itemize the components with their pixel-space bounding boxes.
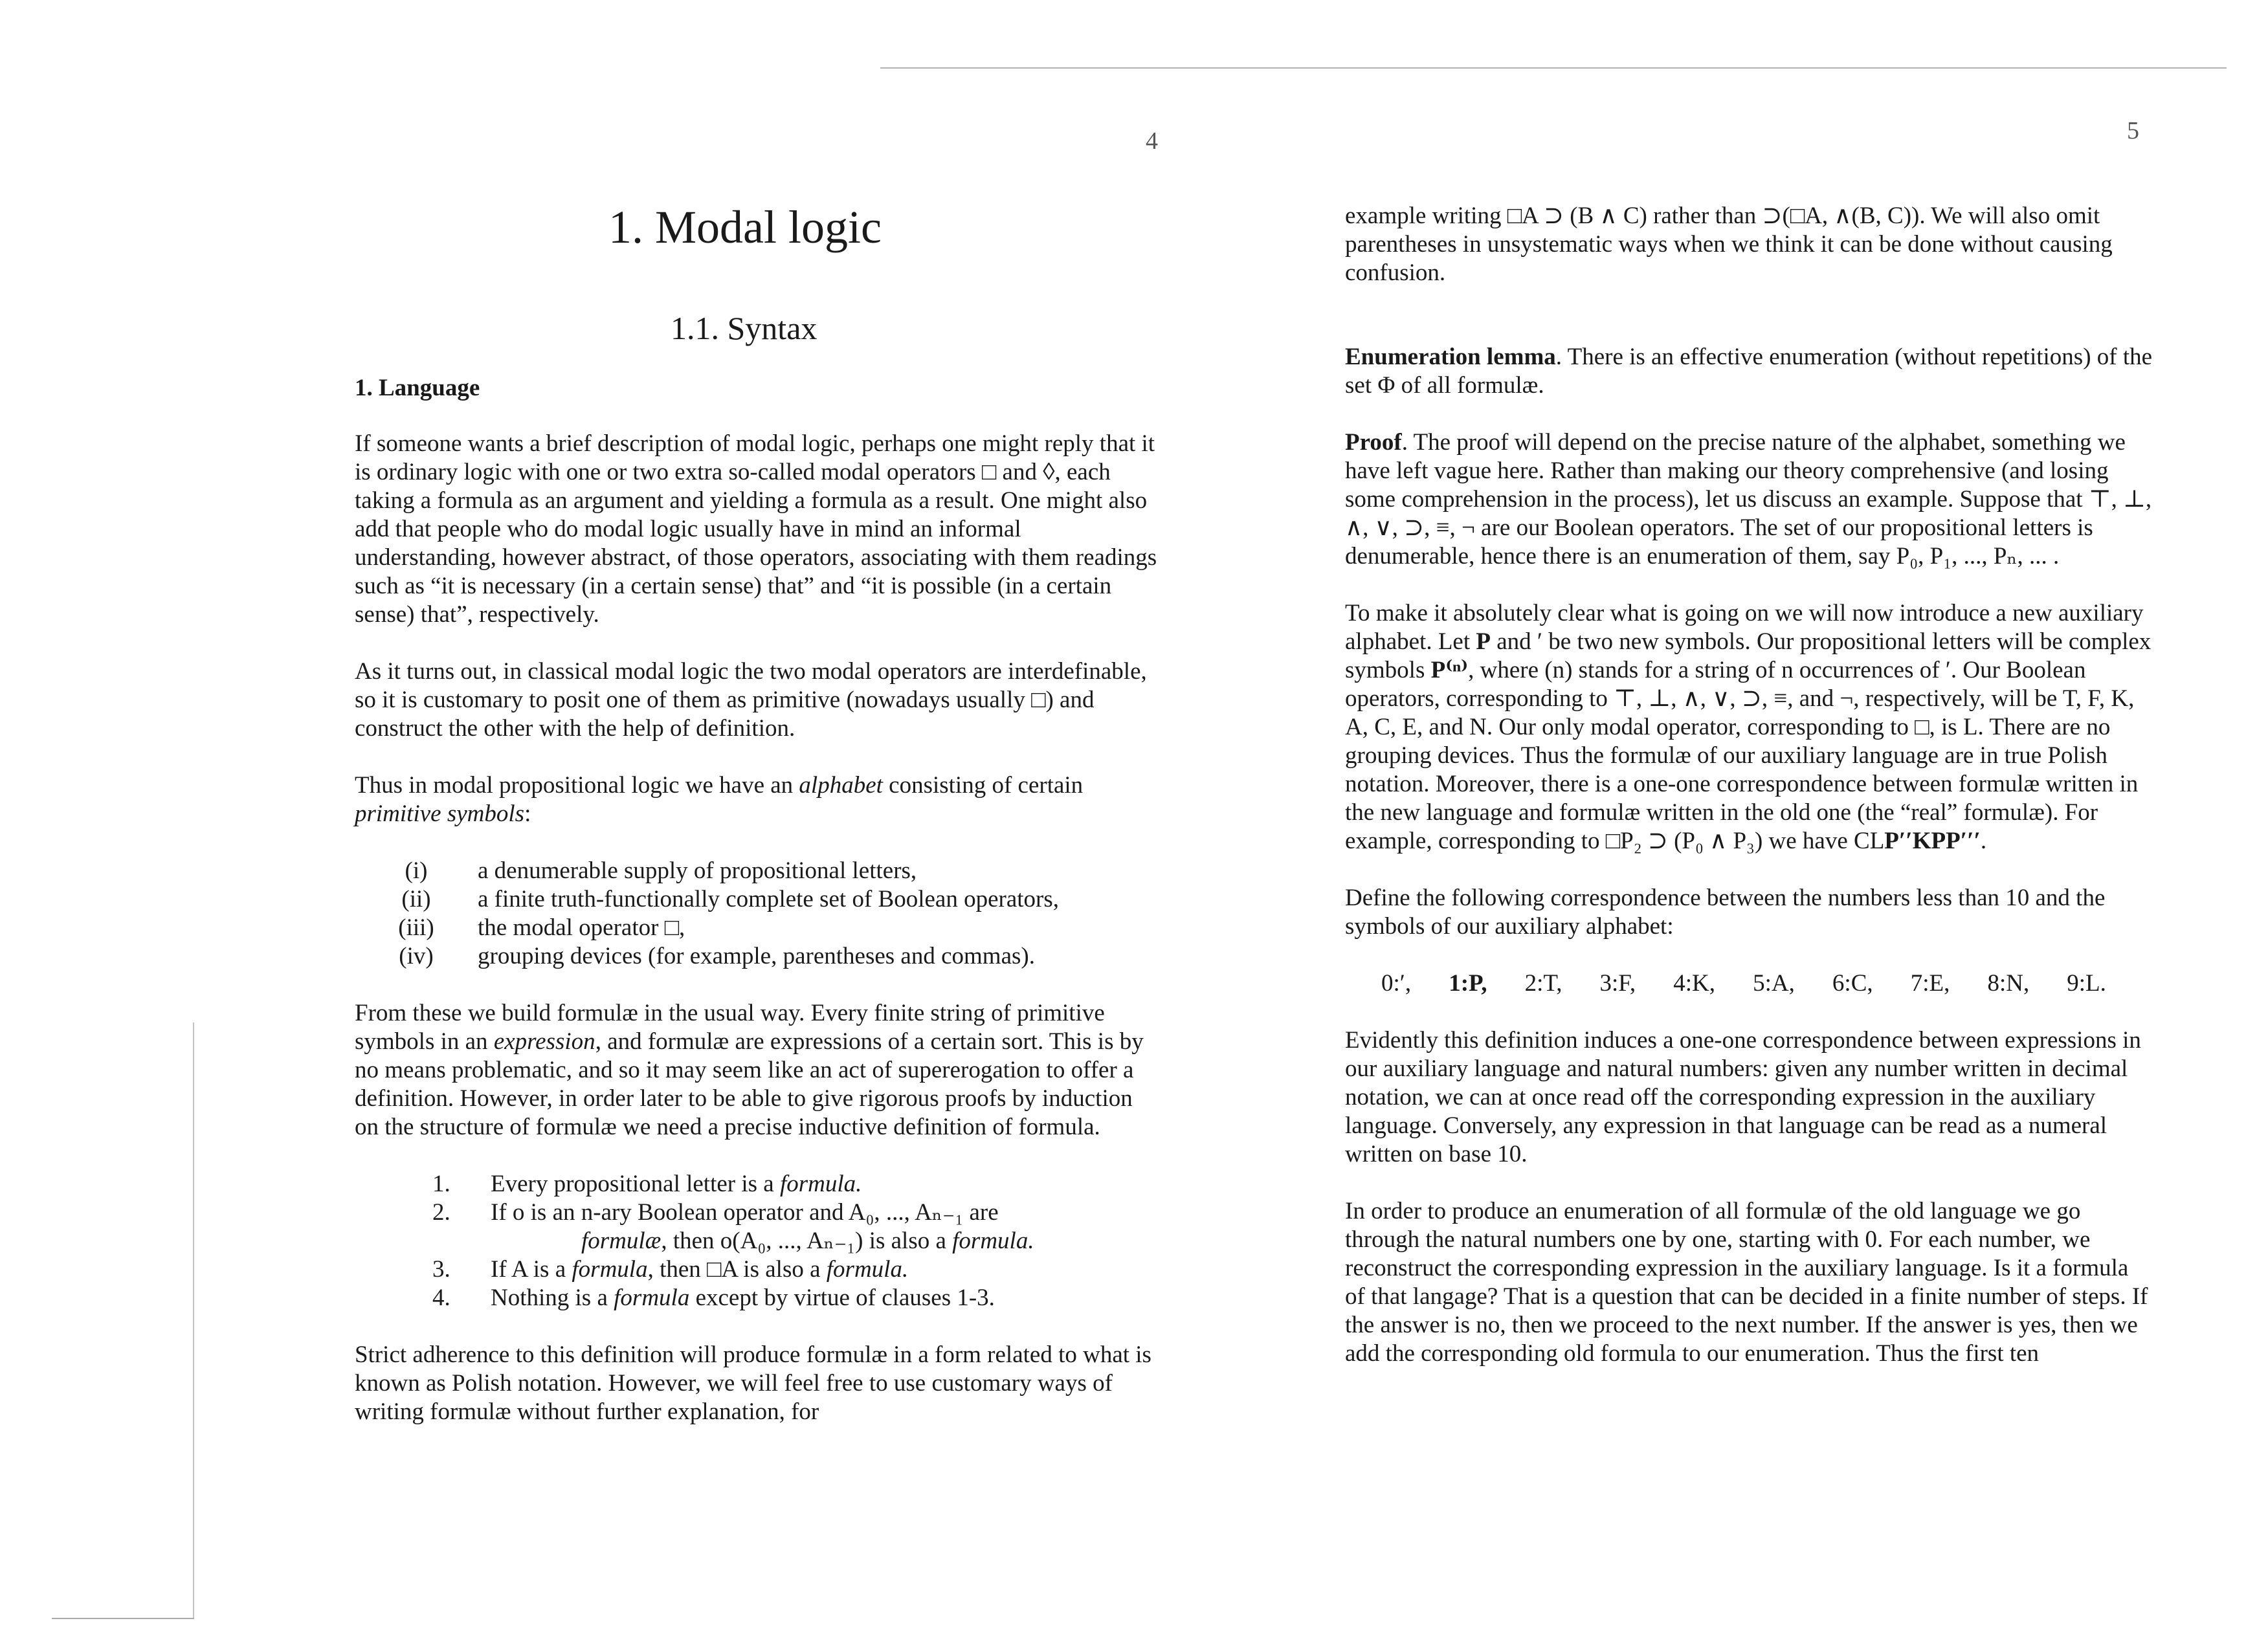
section-title: 1.1. Syntax: [671, 310, 817, 346]
alphabet-list: [355, 857, 1157, 971]
list-item-continuation: formulæ, then o(A₀, ..., Aₙ₋₁) is also a formula.: [581, 1228, 1034, 1254]
list-item: 4. Nothing is a formula except by virtue of clauses 1-3.: [432, 1285, 995, 1311]
paragraph: Thus in modal propositional logic we have an alphabet consisting of certain primitive symbols:: [355, 772, 1084, 827]
code-entry: 2:T,: [1524, 970, 1562, 997]
chapter-title: 1. Modal logic: [608, 201, 882, 253]
right-page: [1134, 0, 2268, 1645]
proof-paragraph: Proof. The proof will depend on the precise nature of the alphabet, something we have left vague here. Rather than making our theory comprehensive (and losing some comprehension in the process), let us discuss an example. Suppose that ⊤, ⊥, ∧, ∨, ⊃, ≡, ¬ are our Boolean operators. The set of our propositional letters is denumerable, hence there is an enumeration of them, say P₀, P₁, ..., Pₙ, ... .: [1345, 429, 2152, 569]
definition-list: [394, 1170, 1157, 1312]
page-number: 4: [1146, 127, 1158, 155]
paragraph: From these we build formulæ in the usual way. Every finite string of primitive symbols in an expression, and formulæ are expressions of a certain sort. This is by no means problematic, and so it may seem like an act of supererogation to offer a definition. However, in order later to be able to give rigorous proofs by induction on the structure of formulæ we need a precise inductive definition of formula.: [355, 1000, 1144, 1140]
paragraph: If someone wants a brief description of modal logic, perhaps one might reply that it is ordinary logic with one or two extra so-called modal operators □ and ◊, each taking a formula as an argument and yielding a formula as a result. One might also add that people who do modal logic usually have in mind an informal understanding, however abstract, of those operators, associating with them readings such as “it is necessary (in a certain sense) that” and “it is possible (in a certain sense) that”, respectively.: [355, 430, 1157, 628]
code-entry: 3:F,: [1599, 970, 1636, 997]
page-number: 5: [2127, 117, 2139, 144]
section-heading: 1. Language: [355, 375, 480, 401]
paragraph: In order to produce an enumeration of all formulæ of the old language we go through the natural numbers one by one, starting with 0. For each number, we reconstruct the corresponding expression in the auxiliary language. Is it a formula of that langage? That is a question that can be decided in a finite number of steps. If the answer is no, then we proceed to the next number. If the answer is yes, then we add the corresponding old formula to our enumeration. Thus the first ten: [1345, 1198, 2148, 1367]
list-item: 2. If o is an n-ary Boolean operator and A₀, ..., Aₙ₋₁ are: [432, 1199, 999, 1226]
list-item: (iv) grouping devices (for example, parentheses and commas).: [399, 943, 1035, 969]
code-entry: 1:P,: [1449, 970, 1487, 997]
paragraph: To make it absolutely clear what is going on we will now introduce a new auxiliary alphabet. Let P and ′ be two new symbols. Our propositional letters will be complex symbols P⁽ⁿ⁾, where (n) stands for a string of n occurrences of ′. Our Boolean operators, corresponding to ⊤, ⊥, ∧, ∨, ⊃, ≡, and ¬, respectively, will be T, F, K, A, C, E, and N. Our only modal operator, corresponding to □, is L. There are no grouping devices. Thus the formulæ of our auxiliary language are in true Polish notation. Moreover, there is a one-one correspondence between formulæ written in the new language and formulæ written in the old one (the “real” formulæ). For example, corresponding to □P₂ ⊃ (P₀ ∧ P₃) we have CLP′′KPP′′′.: [1345, 600, 2151, 854]
list-item: (i) a denumerable supply of propositional letters,: [405, 857, 917, 884]
left-column: [355, 374, 1157, 1455]
list-item: (iii) the modal operator □,: [398, 914, 685, 941]
code-entry: 6:C,: [1832, 970, 1873, 997]
code-entry: 0:′,: [1381, 970, 1412, 997]
symbol-code-table: [1381, 969, 2106, 998]
paragraph: Define the following correspondence between the numbers less than 10 and the symbols of our auxiliary alphabet:: [1345, 885, 2106, 940]
right-column: [1345, 202, 2154, 1397]
code-entry: 5:A,: [1753, 970, 1795, 997]
list-item: 1. Every propositional letter is a formula.: [432, 1171, 862, 1197]
paragraph: As it turns out, in classical modal logic the two modal operators are interdefinable, so it is customary to posit one of them as primitive (nowadays usually □) and construct the other with the help of definition.: [355, 658, 1147, 742]
list-item: 3. If A is a formula, then □A is also a formula.: [432, 1256, 909, 1283]
paragraph: Strict adherence to this definition will produce formulæ in a form related to what is known as Polish notation. However, we will feel free to use customary ways of writing formulæ without further explanation, for: [355, 1341, 1151, 1425]
list-item: (ii) a finite truth-functionally complete set of Boolean operators,: [401, 886, 1059, 912]
paragraph: Evidently this definition induces a one-one correspondence between expressions in our auxiliary language and natural numbers: given any number written in decimal notation, we can at once read off the corresponding expression in the auxiliary language. Conversely, any expression in that language can be read as a numeral written on base 10.: [1345, 1027, 2141, 1167]
code-entry: 7:E,: [1910, 970, 1950, 997]
code-entry: 9:L.: [2067, 970, 2106, 997]
code-entry: 4:K,: [1673, 970, 1716, 997]
lemma-paragraph: Enumeration lemma. There is an effective enumeration (without repetitions) of the set Φ of all formulæ.: [1345, 344, 2153, 399]
code-entry: 8:N,: [1987, 970, 2030, 997]
paragraph: example writing □A ⊃ (B ∧ C) rather than ⊃(□A, ∧(B, C)). We will also omit parentheses in unsystematic ways when we think it can be done without causing confusion.: [1345, 203, 2113, 286]
